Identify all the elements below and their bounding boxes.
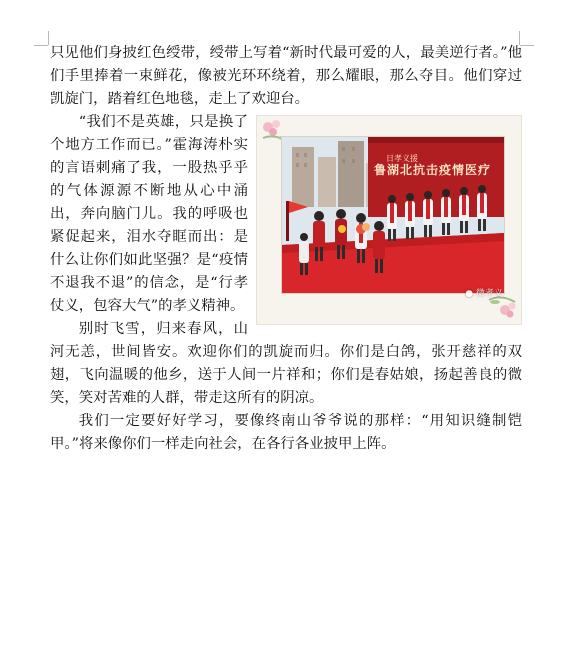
ceremony-photo — [281, 136, 505, 294]
paragraph-2: “我们不是英雄，只是换了个地方工作而已。”霍海涛朴实的言语刺痛了我，一股热乎乎的气体源源不断地从心中涌出，奔向脑门儿。我的呼吸也紧促起来，泪水夺眶而出：是什么让你们如此坚强？是“疫情不退我不退”的信念，是“行孝仗义，包容大气”的孝义精神。 — [50, 114, 248, 314]
crop-mark-top-left-h — [34, 45, 48, 46]
crop-mark-top-left-v — [48, 31, 49, 45]
image-watermark: ● 微孝义 — [465, 289, 503, 299]
banner-subtitle: 日孝义援 — [386, 154, 418, 163]
paragraph-4: 我们一定要好好学习，要像终南山爷爷说的那样：“用知识缝制铠甲。”将来像你们一样走向社会，在各行各业披甲上阵。 — [50, 413, 522, 452]
paragraph-1: 只见他们身披红色绶带，绶带上写着“新时代最可爱的人，最美逆行者。”他们手里捧着一束鲜花，像被光环环绕着，那么耀眼，那么夺目。他们穿过凯旋门，踏着红色地毯，走上了欢迎台。 — [50, 45, 522, 107]
welcome-ceremony-image — [256, 115, 522, 325]
document-body — [50, 42, 522, 456]
banner-title: 鲁湖北抗击疫情医疗 — [374, 163, 492, 177]
paragraph-3: 别时飞雪，归来春风，山河无恙，世间皆安。欢迎你们的凯旋而归。你们是白鸽，张开慈祥的双翅，飞向温暖的他乡，送于人间一片祥和；你们是春姑娘，扬起善良的微笑，笑对苦难的人群，带走这所有的阴凉。 — [50, 321, 522, 406]
crop-mark-top-right-h — [520, 45, 534, 46]
